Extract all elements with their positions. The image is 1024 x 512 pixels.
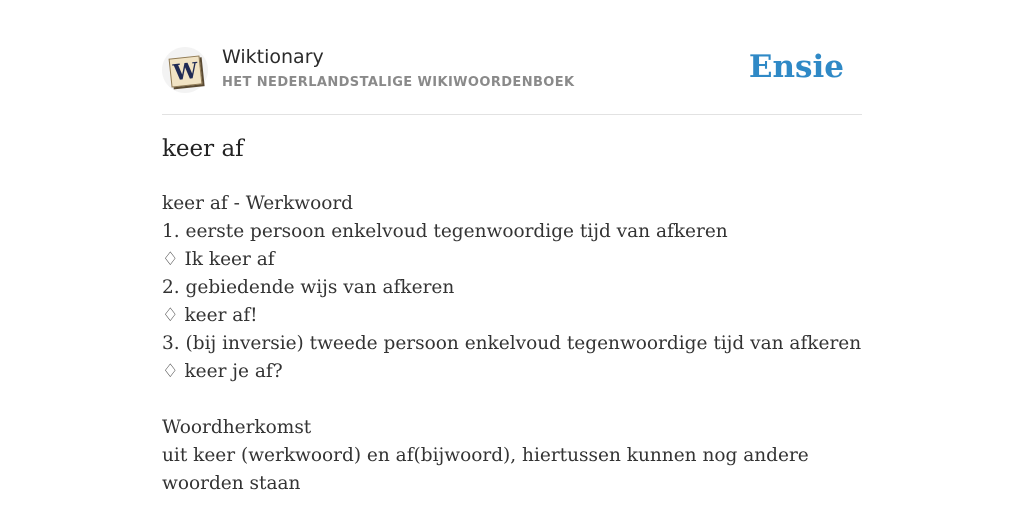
article-content [162, 190, 862, 498]
logo-tile [169, 55, 203, 87]
site-subtitle: HET NEDERLANDSTALIGE WIKIWOORDENBOEK [222, 75, 575, 90]
sense-3: 3. (bij inversie) tweede persoon enkelvoud tegenwoordige tijd van afkeren [162, 333, 862, 354]
sense-2-example: ♢ keer af! [162, 305, 258, 326]
sense-1-example: ♢ Ik keer af [162, 249, 275, 270]
sense-1: 1. eerste persoon enkelvoud tegenwoordige tijd van afkeren [162, 221, 728, 242]
spacer [162, 386, 862, 414]
etymology-heading: Woordherkomst [162, 417, 312, 438]
ensie-logo-link[interactable]: Ensie [748, 49, 844, 85]
logo-letter: W [171, 57, 200, 87]
wiktionary-logo-icon[interactable] [162, 47, 208, 93]
site-title[interactable]: Wiktionary [222, 46, 324, 68]
definition-heading: keer af - Werkwoord [162, 193, 354, 214]
sense-2: 2. gebiedende wijs van afkeren [162, 277, 455, 298]
site-header [162, 44, 862, 115]
sense-3-example: ♢ keer je af? [162, 361, 283, 382]
page-title: keer af [162, 136, 244, 162]
etymology-text: uit keer (werkwoord) en af(bijwoord), hiertussen kunnen nog andere woorden staan [162, 445, 809, 494]
